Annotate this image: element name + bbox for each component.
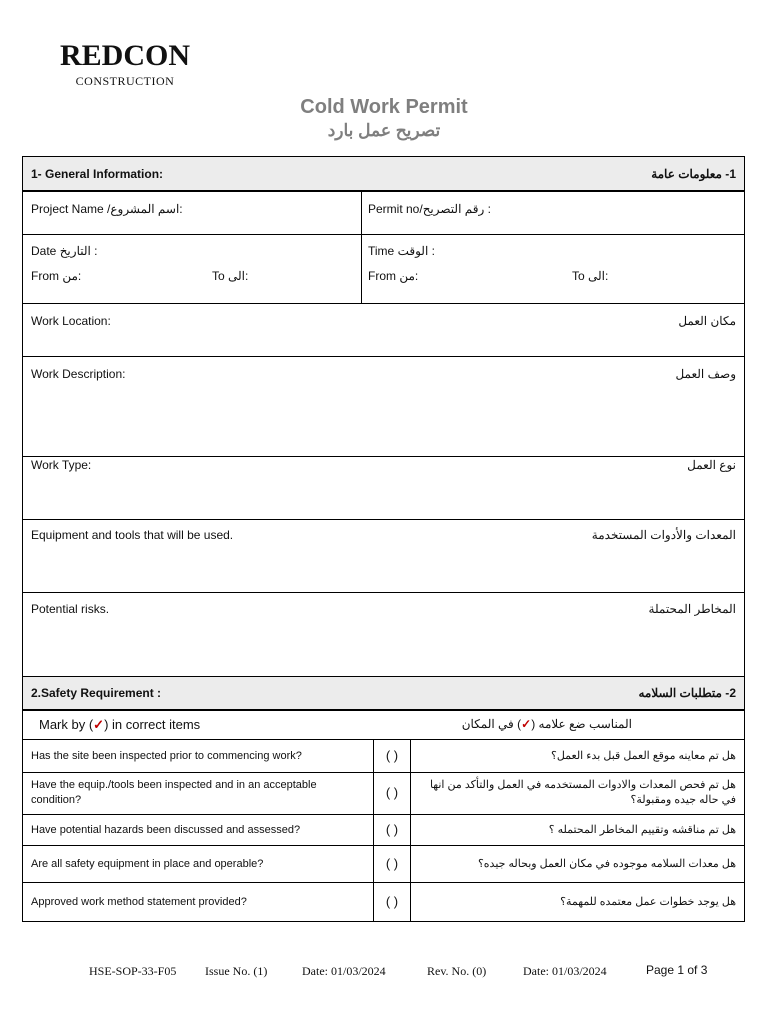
mark-instruction: Mark by (✓) in correct items <box>39 717 201 732</box>
safety-item-question: Approved work method statement provided? <box>31 896 247 908</box>
work-location-label: Work Location: <box>31 314 111 328</box>
page-title-arabic: تصريح عمل بارد <box>327 121 441 140</box>
safety-item-question: Has the site been inspected prior to commencing work? <box>31 750 302 762</box>
logo-main-text: REDCON <box>60 39 191 72</box>
mark-instruction-arabic: المناسب ضع علامه (✓) في المكان <box>461 717 632 731</box>
date-time-row <box>23 234 744 303</box>
footer-page-number: Page 1 of 3 <box>646 963 708 977</box>
project-permit-row <box>23 192 744 234</box>
section1-header <box>23 156 744 192</box>
page-title: Cold Work Permit <box>300 96 468 118</box>
work-type-label-arabic: نوع العمل <box>687 458 736 472</box>
check-mark-icon: ✓ <box>93 717 105 732</box>
safety-item-row <box>23 814 744 845</box>
equipment-label-arabic: المعدات والأدوات المستخدمة <box>591 528 736 542</box>
section2-label-arabic: 2- متطلبات السلامه <box>638 686 736 700</box>
potential-risks-label: Potential risks. <box>31 602 110 616</box>
footer-issue-date: Date: 01/03/2024 <box>302 964 386 978</box>
safety-item-question-arabic: هل تم معاينه موقع العمل قبل بدء العمل؟ <box>551 750 736 762</box>
check-mark-icon-arabic: ✓ <box>521 717 532 731</box>
equipment-row[interactable] <box>23 519 744 592</box>
date-to-field[interactable]: To الى: <box>212 269 249 283</box>
project-name-field[interactable]: Project Name /اسم المشروع: <box>31 202 183 216</box>
work-type-row[interactable] <box>23 456 744 519</box>
safety-item-checkbox[interactable]: ( ) <box>385 822 399 837</box>
potential-risks-label-arabic: المخاطر المحتملة <box>648 602 736 616</box>
date-field[interactable]: Date التاريخ : <box>31 244 98 258</box>
safety-item-checkbox[interactable]: ( ) <box>385 748 399 763</box>
safety-item-question: Are all safety equipment in place and operable? <box>31 858 264 870</box>
work-location-row[interactable] <box>23 303 744 356</box>
safety-item-checkbox[interactable]: ( ) <box>385 856 399 871</box>
safety-requirement-section <box>22 676 745 922</box>
safety-item-checkbox[interactable]: ( ) <box>385 785 399 800</box>
potential-risks-row[interactable] <box>23 592 744 676</box>
work-type-label: Work Type: <box>31 458 92 472</box>
safety-item-row <box>23 882 744 922</box>
footer-issue-no: Issue No. (1) <box>205 964 268 978</box>
footer-rev-date: Date: 01/03/2024 <box>523 964 607 978</box>
section2-label: 2.Safety Requirement : <box>31 686 162 700</box>
equipment-label: Equipment and tools that will be used. <box>31 528 234 542</box>
safety-item-question-arabic: هل تم مناقشه وتقييم المخاطر المحتمله ؟ <box>548 824 736 836</box>
footer-rev-no: Rev. No. (0) <box>427 964 487 978</box>
section1-label: 1- General Information: <box>31 167 164 181</box>
time-from-field[interactable]: From من: <box>368 269 419 283</box>
footer-doc-code: HSE-SOP-33-F05 <box>89 964 177 978</box>
date-from-field[interactable]: From من: <box>31 269 82 283</box>
safety-item-question-arabic: هل معدات السلامه موجوده في مكان العمل وبحاله جيده؟ <box>477 858 736 870</box>
safety-item-row <box>23 845 744 882</box>
permit-no-field[interactable]: Permit no/رقم التصريح : <box>368 202 491 216</box>
safety-item-checkbox[interactable]: ( ) <box>385 894 399 909</box>
safety-item-question: Have potential hazards been discussed and assessed? <box>31 824 301 836</box>
logo-sub-text: CONSTRUCTION <box>75 74 175 88</box>
work-location-label-arabic: مكان العمل <box>678 314 736 328</box>
safety-item-question: Have the equip./tools been inspected and in an acceptable condition? <box>31 779 317 806</box>
work-description-row[interactable] <box>23 356 744 456</box>
safety-item-row <box>23 739 744 772</box>
safety-item-question-arabic: هل تم فحص المعدات والادوات المستخدمه في العمل والتأكد من انها في حاله جيده ومقبولة؟ <box>429 779 736 806</box>
section2-header <box>23 676 744 711</box>
mark-instruction-row <box>23 711 744 739</box>
safety-item-question-arabic: هل يوجد خطوات عمل معتمده للمهمة؟ <box>560 896 736 908</box>
section1-label-arabic: 1- معلومات عامة <box>651 167 736 181</box>
work-description-label-arabic: وصف العمل <box>675 367 736 381</box>
general-information-section <box>22 156 745 676</box>
time-to-field[interactable]: To الى: <box>572 269 609 283</box>
company-logo <box>60 40 190 89</box>
work-description-label: Work Description: <box>31 367 126 381</box>
safety-item-row <box>23 772 744 814</box>
time-field[interactable]: Time الوقت : <box>368 244 435 258</box>
